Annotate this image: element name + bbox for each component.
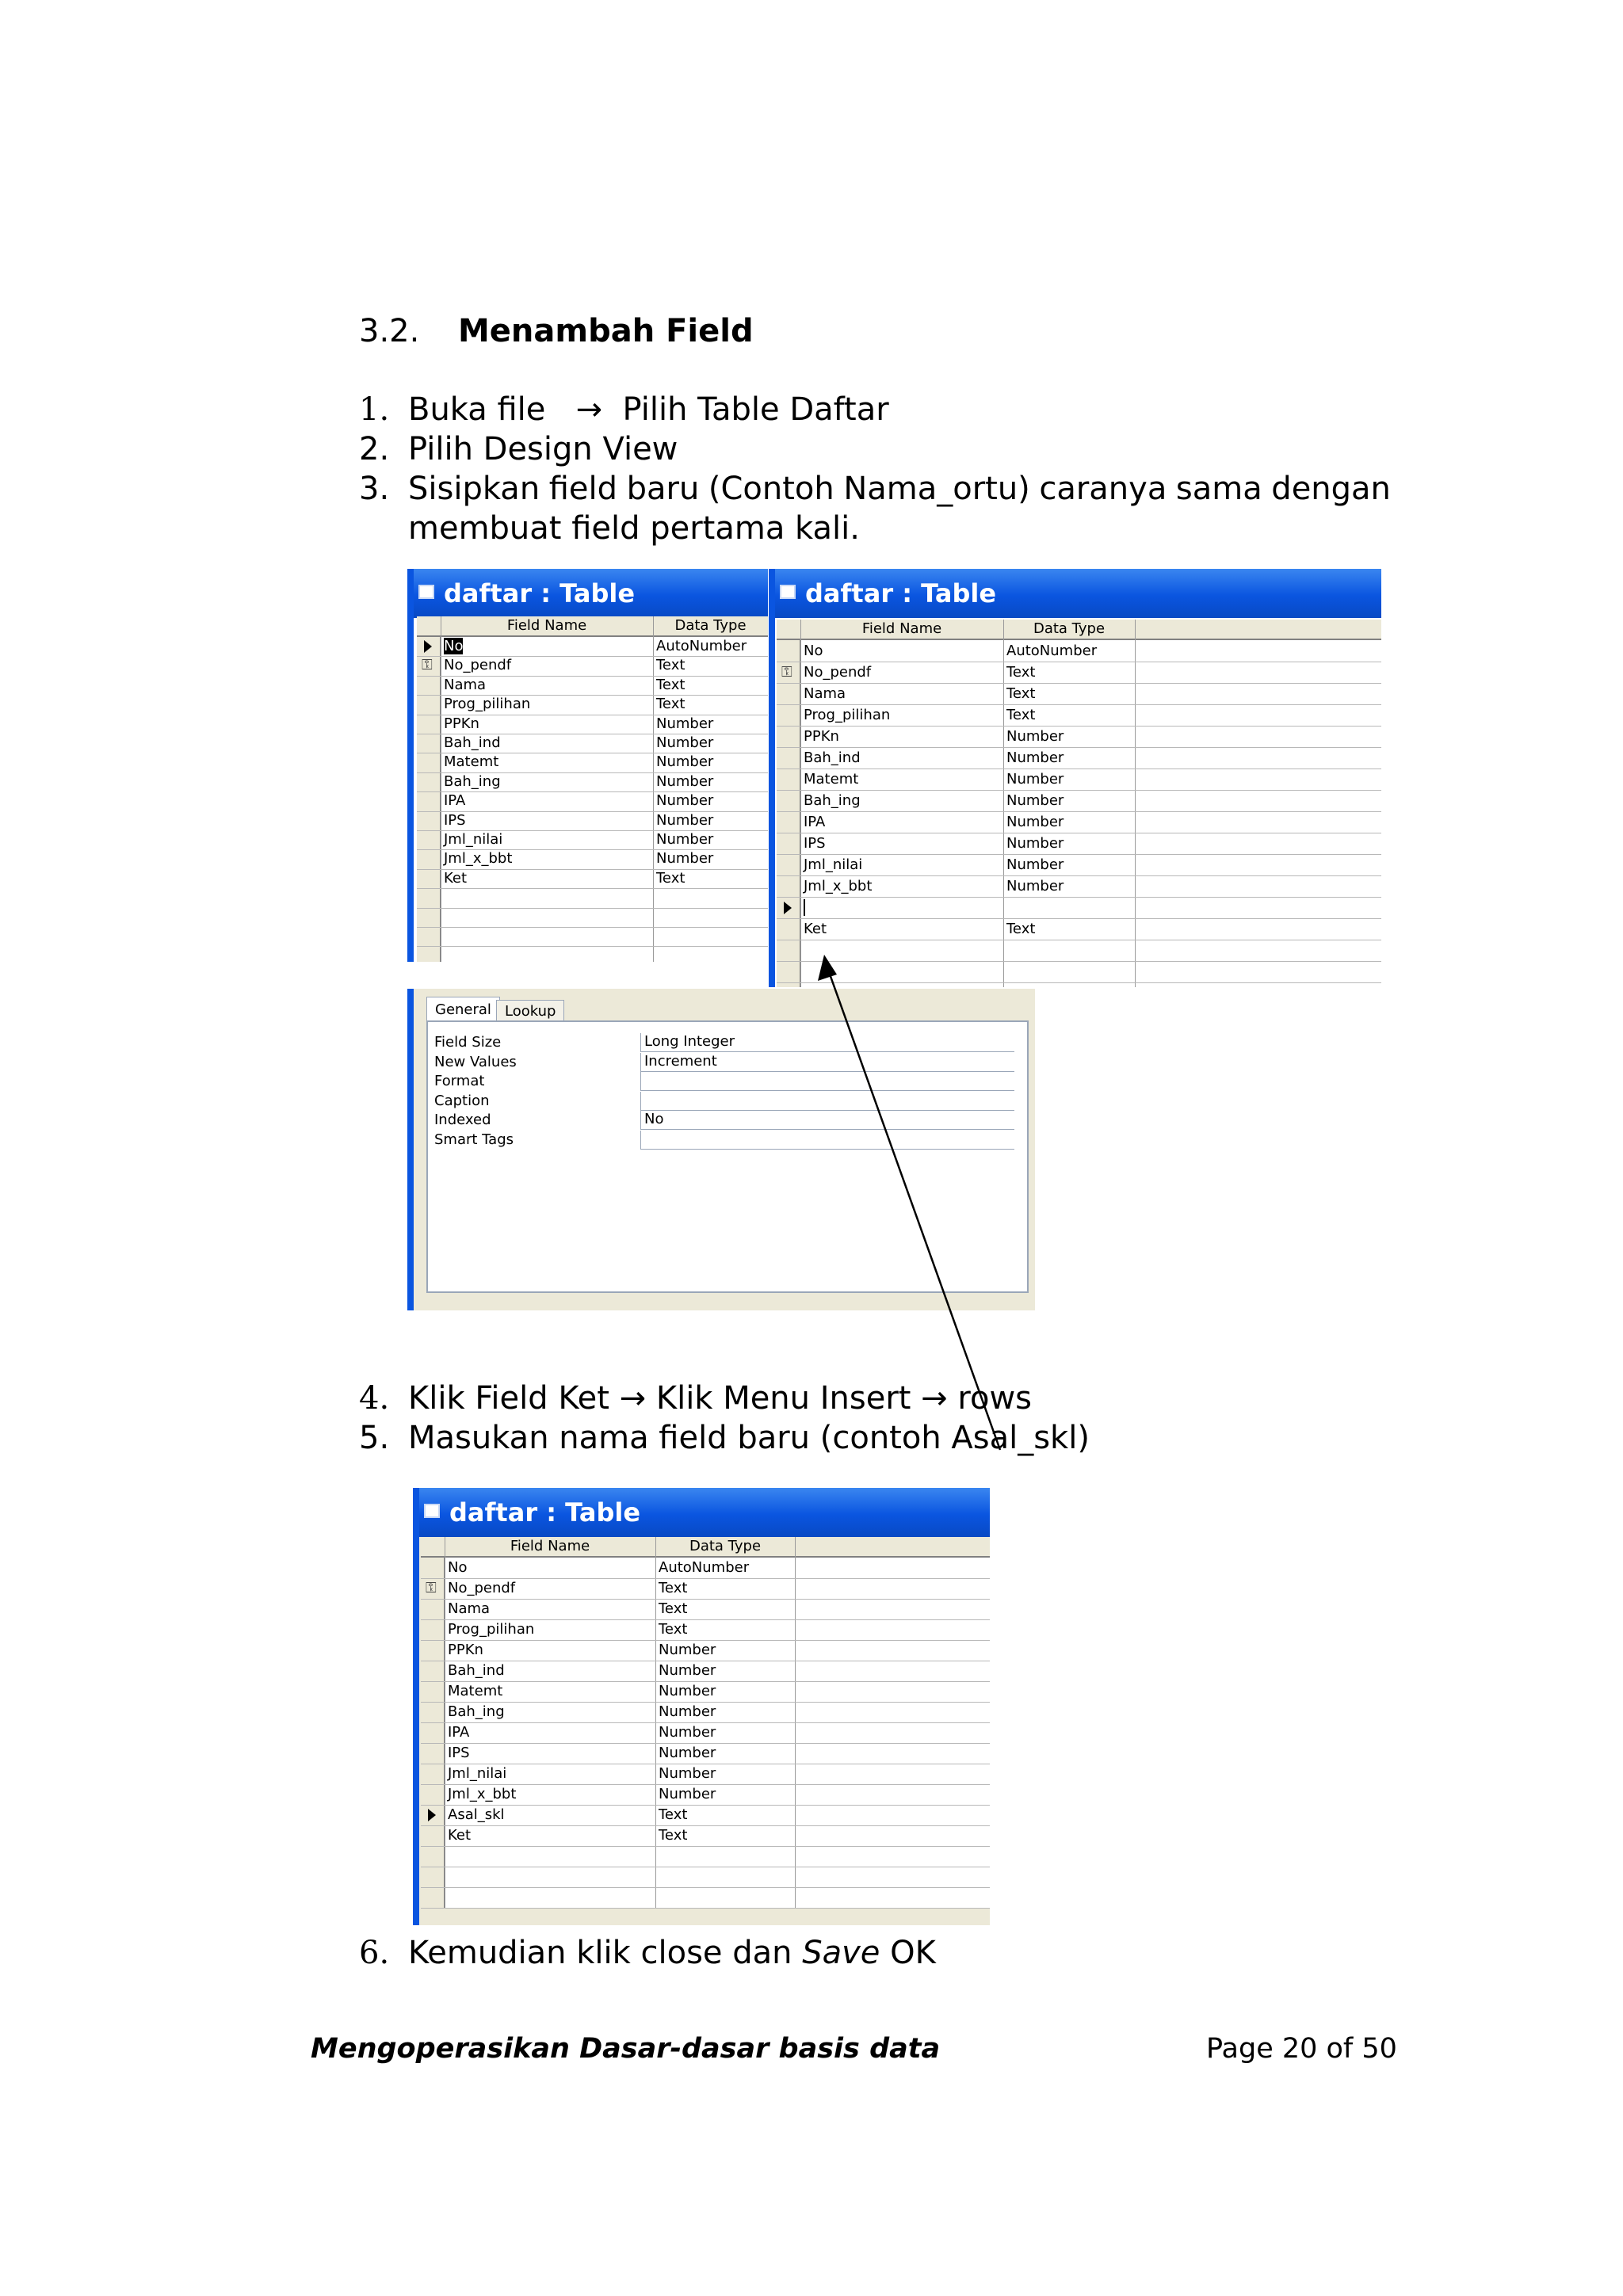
data-type-cell[interactable]: Number [659,1765,716,1782]
primary-key-icon: ⚿ [422,657,433,674]
data-type-cell[interactable]: Number [1006,771,1064,788]
word: sama [1175,471,1262,507]
page-number: Page 20 of 50 [1206,2033,1397,2065]
window-title: daftar : Table [805,578,997,608]
data-type-cell[interactable]: Number [659,1662,716,1679]
field-name-cell[interactable]: Bah_ind [448,1662,505,1679]
field-name-cell[interactable]: Nama [448,1600,491,1617]
field-name-cell[interactable]: IPS [444,811,466,829]
field-name-cell[interactable]: Jml_x_bbt [804,878,873,894]
tab-lookup[interactable]: Lookup [496,1000,564,1022]
window-title: daftar : Table [449,1497,641,1527]
field-name-cell[interactable]: PPKn [804,728,839,745]
table-row[interactable] [421,1846,990,1867]
step-5 [0,1418,1623,1458]
data-type-cell[interactable]: Number [656,772,714,790]
window-titlebar[interactable] [413,1488,990,1537]
field-name-cell[interactable]: Matemt [448,1683,503,1699]
column-header-field-name[interactable]: Field Name [861,620,942,637]
data-type-cell[interactable]: Number [1006,856,1064,873]
primary-key-icon: ⚿ [426,1580,437,1596]
field-name-cell[interactable]: Ket [448,1827,472,1844]
step-2-number: 2. [359,431,390,467]
field-name-cell[interactable]: No [448,1559,468,1576]
data-type-cell[interactable]: Number [1006,749,1064,766]
tab-general[interactable]: General [426,997,500,1022]
field-grid [421,1537,990,1908]
step-6-emphasis: Save [802,1935,880,1971]
field-name-cell[interactable]: Prog_pilihan [444,696,531,713]
field-name-cell[interactable]: Bah_ing [448,1703,505,1720]
field-name-cell[interactable]: Bah_ind [444,734,501,751]
table-row[interactable] [421,1867,990,1888]
arrow-icon: → [575,391,603,428]
data-type-cell[interactable]: Number [656,715,714,732]
field-name-cell[interactable]: Bah_ind [804,749,861,766]
data-type-cell[interactable]: Number [656,811,714,829]
property-label: Caption [434,1092,490,1109]
word: field [548,471,618,507]
data-type-cell[interactable]: Number [656,792,714,810]
step-5-number: 5. [359,1420,390,1456]
step-1-number: 1. [359,391,390,428]
step-3-line-2: membuat field pertama kali. [408,510,860,547]
data-type-cell[interactable]: Text [659,1806,688,1823]
data-type-cell[interactable]: Number [656,753,714,771]
word: (Contoh [708,471,834,507]
word: dengan [1271,471,1391,507]
step-6-text-part: OK [880,1935,936,1971]
data-type-cell[interactable]: Number [1006,878,1064,894]
field-name-cell[interactable]: IPS [448,1745,470,1761]
property-label: Indexed [434,1112,491,1128]
data-type-cell[interactable]: Text [1006,921,1036,937]
data-type-cell[interactable]: Text [659,1580,688,1596]
data-type-cell[interactable]: Text [659,1621,688,1638]
data-type-cell[interactable]: AutoNumber [656,638,747,654]
data-type-cell[interactable]: Number [659,1786,716,1802]
data-type-cell[interactable]: Number [1006,792,1064,809]
primary-key-icon: ⚿ [781,664,792,681]
step-6-text [408,1933,936,1973]
field-name-cell[interactable]: Matemt [444,753,499,771]
window-title: daftar : Table [444,578,636,608]
field-name-cell[interactable]: IPS [804,835,826,852]
word: caranya [1039,471,1167,507]
data-type-cell[interactable]: AutoNumber [1006,643,1098,659]
field-name-cell[interactable]: No [804,643,823,659]
step-3-number: 3. [359,471,390,507]
data-type-cell[interactable]: Number [656,734,714,751]
step-6-number: 6. [359,1935,390,1971]
data-type-cell[interactable]: Number [656,850,714,868]
table-design-window-result [413,1488,990,1925]
step-5-text: Masukan nama field baru (contoh Asal_skl) [408,1420,1090,1456]
field-name-cell[interactable]: IPA [448,1724,470,1741]
step-6-text-part: Kemudian klik close dan [408,1935,803,1971]
word: Nama_ortu) [843,471,1030,507]
field-name-cell[interactable]: Asal_skl [448,1806,505,1823]
data-type-cell[interactable]: Text [656,657,685,674]
data-type-cell[interactable]: AutoNumber [659,1559,750,1576]
field-name-cell[interactable]: Jml_nilai [804,856,863,873]
data-type-cell[interactable]: Number [659,1642,716,1658]
field-name-cell[interactable]: No_pendf [804,664,872,681]
field-name-cell[interactable]: Bah_ing [804,792,861,809]
word: Sisipkan [408,471,540,507]
data-type-cell[interactable]: Text [656,696,685,713]
section-title: Menambah Field [458,313,754,349]
field-name-cell[interactable]: IPA [444,792,466,810]
step-4-number: 4. [359,1380,390,1417]
window-border [413,1488,419,1925]
step-2-text: Pilih Design View [408,431,678,467]
field-name-cell[interactable]: IPA [804,814,826,830]
table-row[interactable] [421,1599,990,1620]
field-name-cell[interactable]: PPKn [444,715,479,732]
step-6 [0,1933,1623,1973]
field-name-cell[interactable]: Jml_x_bbt [448,1786,517,1802]
field-name-cell[interactable]: No_pendf [448,1580,516,1596]
property-label: Format [434,1073,485,1089]
arrow-head [818,955,837,981]
data-type-cell[interactable]: Text [656,869,685,887]
table-icon [424,1504,440,1518]
field-name-cell[interactable]: Bah_ing [444,772,501,790]
data-type-cell[interactable]: Text [659,1827,688,1844]
field-name-cell[interactable]: Prog_pilihan [804,707,891,723]
data-type-cell[interactable]: Text [1006,664,1036,681]
field-name-cell[interactable]: Jml_x_bbt [444,850,513,868]
field-name-cell[interactable]: PPKn [448,1642,483,1658]
data-type-cell[interactable]: Number [659,1724,716,1741]
property-value-field[interactable]: Long Integer [640,1033,1014,1052]
field-name-cell[interactable]: Ket [444,869,468,887]
data-type-cell[interactable]: Number [1006,728,1064,745]
table-row[interactable] [421,1887,990,1909]
data-type-cell[interactable]: Text [656,676,685,693]
word: baru [626,471,700,507]
column-header-data-type[interactable]: Data Type [689,1538,762,1554]
footer-title: Mengoperasikan Dasar-dasar basis data [311,2033,941,2065]
section-number: 3.2. [359,313,420,349]
field-name-cell[interactable]: Jml_nilai [448,1765,507,1782]
field-name-cell[interactable]: Matemt [804,771,859,788]
step-4-text: Klik Field Ket → Klik Menu Insert → rows [408,1380,1032,1417]
column-header-data-type[interactable]: Data Type [674,617,747,634]
field-name-cell[interactable]: Nama [804,685,846,702]
field-name-cell[interactable]: Jml_nilai [444,831,503,848]
step-1-part: Pilih Table Daftar [622,391,889,428]
property-label: Smart Tags [434,1131,514,1148]
field-name-cell[interactable]: Prog_pilihan [448,1621,535,1638]
arrow-line [824,959,1000,1450]
field-name-cell[interactable]: Ket [804,921,827,937]
data-type-cell[interactable]: Number [1006,835,1064,852]
table-row[interactable] [421,1825,990,1847]
table-row[interactable] [421,1805,990,1826]
step-4 [0,1379,1623,1418]
current-row-marker-icon [428,1809,436,1821]
step-1-part: Buka file [408,391,546,428]
property-label: Field Size [434,1034,502,1051]
data-type-cell[interactable]: Text [1006,685,1036,702]
data-type-cell[interactable]: Number [659,1703,716,1720]
property-value-field[interactable]: No [640,1111,1014,1130]
property-value-field[interactable]: Increment [640,1053,1014,1072]
column-header-field-name[interactable]: Field Name [510,1538,590,1554]
data-type-cell[interactable]: Number [656,831,714,848]
data-type-cell[interactable]: Text [1006,707,1036,723]
column-header-data-type[interactable]: Data Type [1033,620,1106,637]
column-header-field-name[interactable]: Field Name [506,617,587,634]
field-name-cell[interactable]: No_pendf [444,657,512,674]
data-type-cell[interactable]: Number [659,1745,716,1761]
selected-text[interactable]: No [444,638,464,654]
field-name-cell[interactable]: Nama [444,676,487,693]
data-type-cell[interactable]: Number [1006,814,1064,830]
data-type-cell[interactable]: Number [659,1683,716,1699]
data-type-cell[interactable]: Text [659,1600,688,1617]
property-label: New Values [434,1053,517,1070]
